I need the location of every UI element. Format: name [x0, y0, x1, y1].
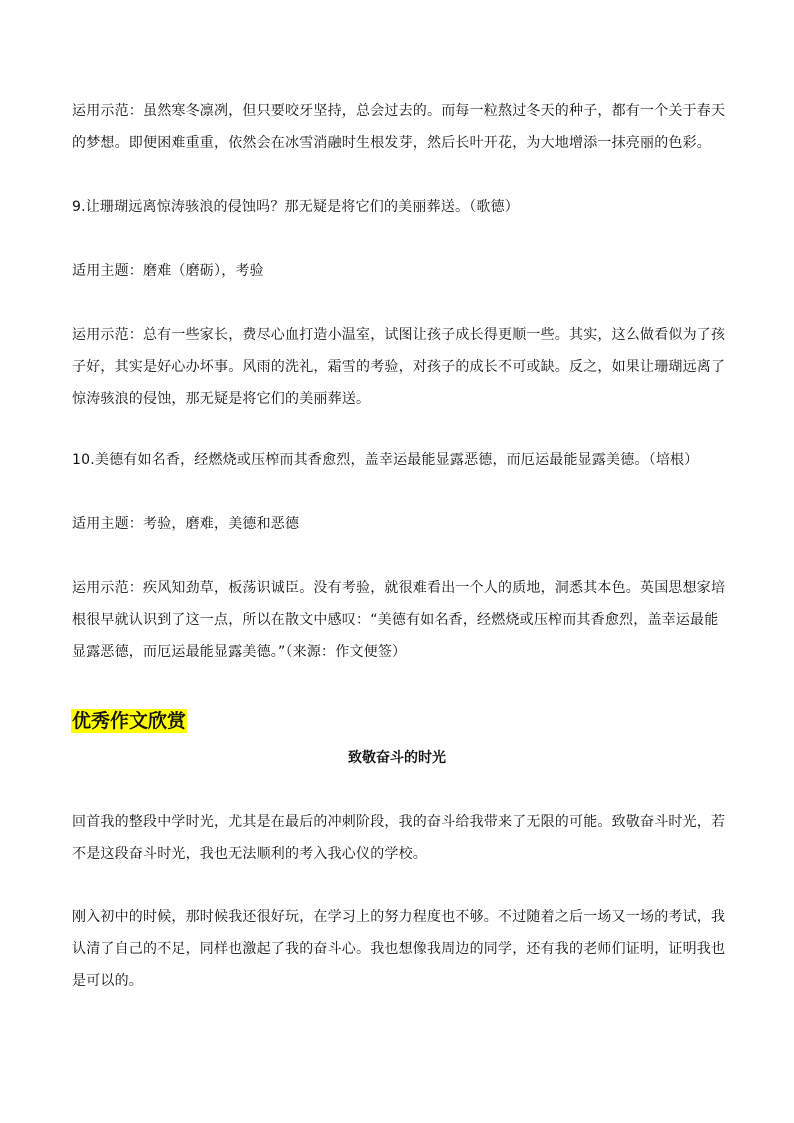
example-text-line: 显露恶德，而厄运最能显露美德。”（来源：作文便签） — [72, 644, 407, 660]
quote-10: 10.美德有如名香，经燃烧或压榨而其香愈烈，盖幸运最能显露恶德，而厄运最能显露美德。（培根） — [72, 452, 699, 468]
theme-label: 适用主题：磨难（磨砺），考验 — [72, 263, 264, 279]
example-text-line: 惊涛骇浪的侵蚀，那无疑是将它们的美丽葬送。 — [72, 391, 371, 407]
essay-title: 致敬奋斗的时光 — [348, 750, 446, 766]
quote-9: 9.让珊瑚远离惊涛骇浪的侵蚀吗？那无疑是将它们的美丽葬送。（歌德） — [72, 199, 519, 215]
essay-paragraph-line: 刚入初中的时候，那时候我还很好玩，在学习上的努力程度也不够。不过随着之后一场又一场的考试，我 — [72, 909, 726, 925]
example-text-line: 根很早就认识到了这一点，所以在散文中感叹：“美德有如名香，经燃烧或压榨而其香愈烈，盖幸运最能 — [72, 612, 719, 628]
essay-paragraph-line: 不是这段奋斗时光，我也无法顺利的考入我心仪的学校。 — [72, 846, 427, 862]
example-text-line: 运用示范：虽然寒冬凛冽，但只要咬牙坚持，总会过去的。而每一粒熬过冬天的种子，都有一个关于春天 — [72, 103, 726, 119]
essay-paragraph-line: 认清了自己的不足，同样也激起了我的奋斗心。我也想像我周边的同学，还有我的老师们证明，证明我也 — [72, 941, 726, 957]
essay-paragraph-line: 是可以的。 — [72, 973, 143, 989]
section-heading: 优秀作文欣赏 — [72, 710, 187, 732]
theme-label: 适用主题：考验，磨难，美德和恶德 — [72, 516, 300, 532]
example-text-line: 子好，其实是好心办坏事。风雨的洗礼，霜雪的考验，对孩子的成长不可或缺。反之，如果让珊瑚远离了 — [72, 359, 726, 375]
example-text-line: 运用示范：疾风知劲草，板荡识诚臣。没有考验，就很难看出一个人的质地，洞悉其本色。英国思想家培 — [72, 580, 726, 596]
example-text-line: 运用示范：总有一些家长，费尽心血打造小温室，试图让孩子成长得更顺一些。其实，这么做看似为了孩 — [72, 327, 726, 343]
example-text-line: 的梦想。即便困难重重，依然会在冰雪消融时生根发芽，然后长叶开花，为大地增添一抹亮丽的色彩。 — [72, 135, 711, 151]
essay-paragraph-line: 回首我的整段中学时光，尤其是在最后的冲刺阶段，我的奋斗给我带来了无限的可能。致敬奋斗时光，若 — [72, 814, 726, 830]
